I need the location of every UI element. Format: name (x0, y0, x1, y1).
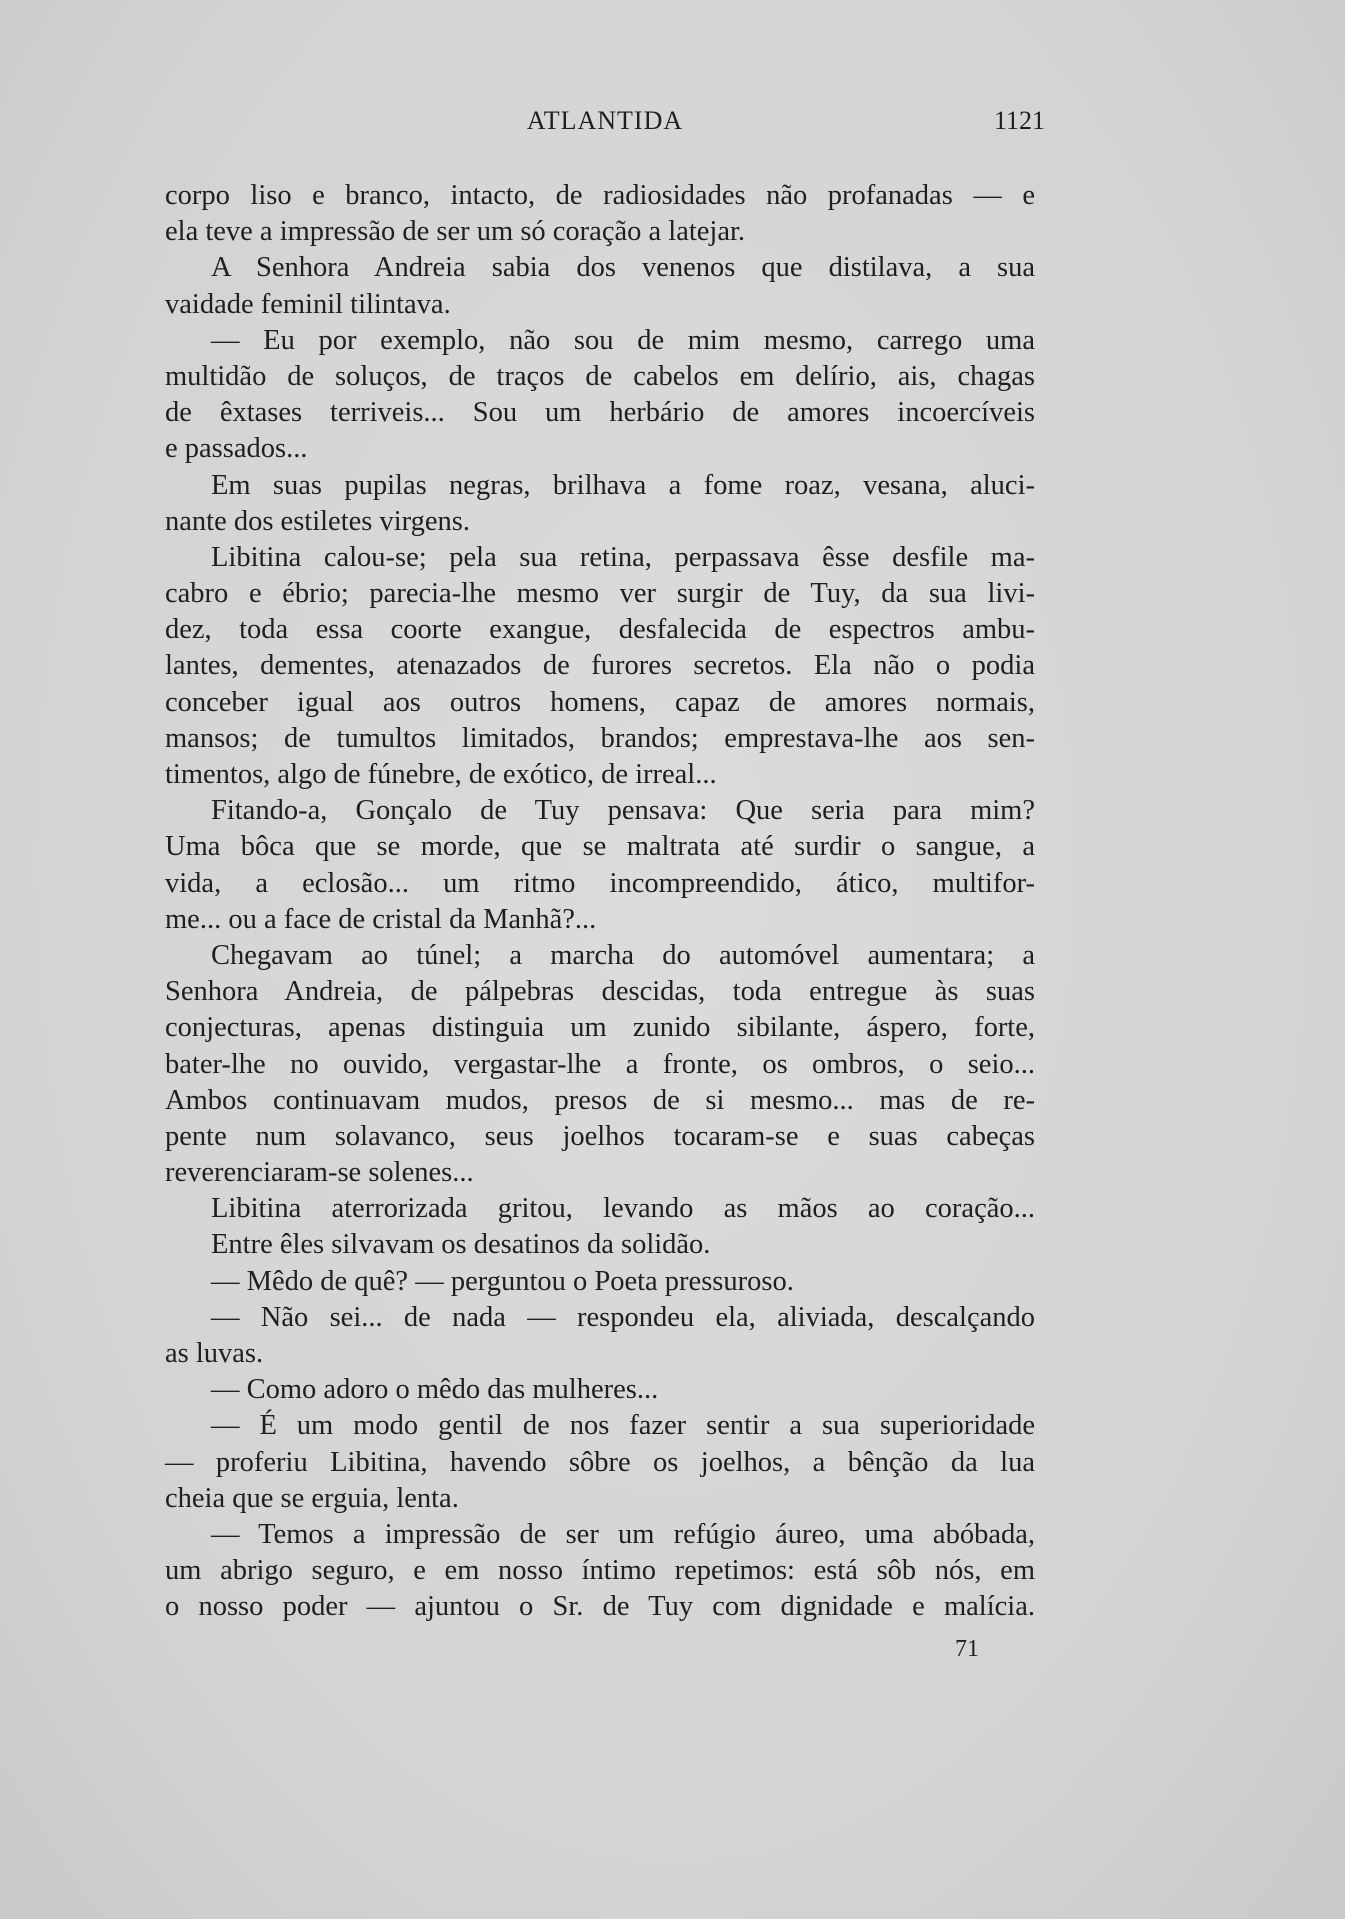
text-line: timentos, algo de fúnebre, de exótico, de irreal... (165, 759, 717, 790)
text-line: — Como adoro o mêdo das mulheres... (211, 1374, 659, 1406)
text-line: cheia que se erguia, lenta. (165, 1482, 459, 1514)
text-line: bater-lhe no ouvido, vergastar-lhe a fronte, os ombros, o seio... (165, 1048, 1035, 1080)
text-line: vida, a eclosão... um ritmo incompreendido, ático, multifor- (165, 867, 1035, 899)
text-line: Ambos continuavam mudos, presos de si mesmo... mas de re- (165, 1084, 1035, 1116)
text-line: Senhora Andreia, de pálpebras descidas, toda entregue às suas (165, 976, 1035, 1008)
text-line: cabro e ébrio; parecia-lhe mesmo ver surgir de Tuy, da sua livi- (165, 578, 1035, 610)
text-line: — Não sei... de nada — respondeu ela, aliviada, descalçando (211, 1301, 1035, 1333)
text-line: — Mêdo de quê? — perguntou o Poeta pressuroso. (211, 1265, 794, 1297)
text-line: Fitando-a, Gonçalo de Tuy pensava: Que seria para mim? (211, 795, 1035, 827)
text-line: as luvas. (165, 1338, 264, 1369)
text-line: mansos; de tumultos limitados, brandos; emprestava-lhe aos sen- (165, 722, 1035, 754)
text-line: — Temos a impressão de ser um refúgio áureo, uma abóbada, (211, 1518, 1035, 1550)
text-line: Chegavam ao túnel; a marcha do automóvel aumentara; a (211, 939, 1035, 971)
text-line: reverenciaram-se solenes... (165, 1157, 474, 1189)
text-line: A Senhora Andreia sabia dos venenos que distilava, a sua (211, 252, 1035, 284)
text-line: vaidade feminil tilintava. (165, 288, 451, 320)
text-line: Uma bôca que se morde, que se maltrata até surdir o sangue, a (165, 831, 1035, 863)
running-title: ATLANTIDA (526, 106, 684, 135)
text-line: um abrigo seguro, e em nosso íntimo repetimos: está sôb nós, em (165, 1555, 1035, 1587)
text-line: nante dos estiletes virgens. (165, 505, 470, 537)
signature-mark: 71 (955, 1636, 979, 1662)
text-line: de êxtases terriveis... Sou um herbário de amores incoercíveis (165, 397, 1035, 429)
text-line: multidão de soluços, de traços de cabelos em delírio, ais, chagas (165, 360, 1035, 392)
text-line: Libitina aterrorizada gritou, levando as mãos ao coração... (211, 1193, 1035, 1225)
text-line: conceber igual aos outros homens, capaz de amores normais, (165, 686, 1035, 718)
text-line: ela teve a impressão de ser um só coração a latejar. (165, 216, 746, 248)
text-line: pente num solavanco, seus joelhos tocaram-se e suas cabeças (165, 1120, 1035, 1152)
text-line: — proferiu Libitina, havendo sôbre os joelhos, a bênção da lua (165, 1446, 1035, 1478)
text-line: — É um modo gentil de nos fazer sentir a sua superioridade (211, 1410, 1035, 1442)
text-line: me... ou a face de cristal da Manhã?... (165, 903, 597, 935)
text-line: e passados... (165, 433, 308, 465)
text-line: Libitina calou-se; pela sua retina, perpassava êsse desfile ma- (211, 541, 1035, 573)
text-line: conjecturas, apenas distinguia um zunido sibilante, áspero, forte, (165, 1012, 1035, 1044)
page-number: 1121 (993, 106, 1045, 135)
text-line: — Eu por exemplo, não sou de mim mesmo, carrego uma (211, 324, 1035, 356)
text-line: Entre êles silvavam os desatinos da solidão. (211, 1229, 711, 1261)
text-line: lantes, dementes, atenazados de furores secretos. Ela não o podia (165, 650, 1035, 682)
text-line: dez, toda essa coorte exangue, desfalecida de espectros ambu- (165, 614, 1035, 646)
text-line: o nosso poder — ajuntou o Sr. de Tuy com dignidade e malícia. (165, 1591, 1035, 1623)
body-text (165, 178, 1035, 1626)
text-line: corpo liso e branco, intacto, de radiosidades não profanadas — e (165, 180, 1035, 211)
page-header (165, 106, 1045, 142)
text-line: Em suas pupilas negras, brilhava a fome roaz, vesana, aluci- (211, 469, 1035, 501)
